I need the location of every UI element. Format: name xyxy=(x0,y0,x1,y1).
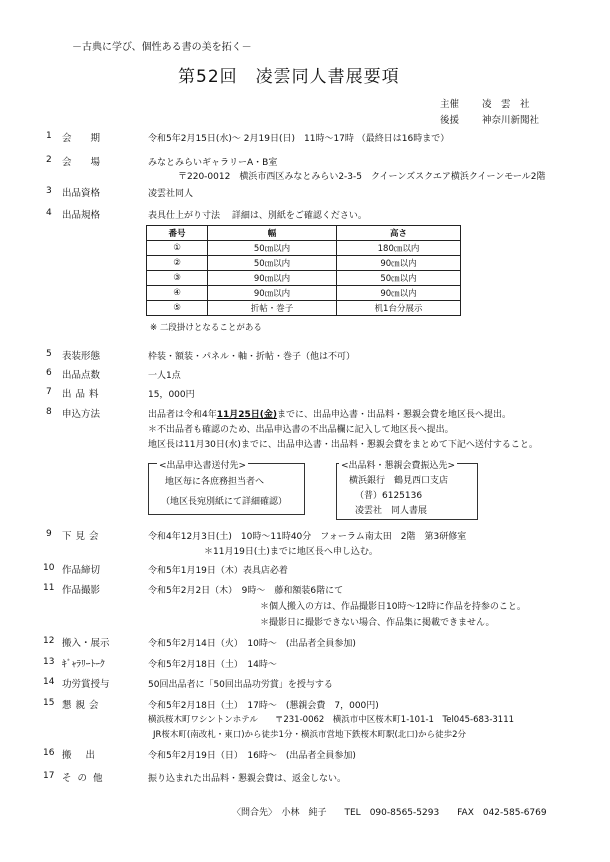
table-header: 幅 xyxy=(208,226,337,241)
application-prefix: 出品者は令和4年 xyxy=(148,410,217,420)
submission-box xyxy=(148,463,305,515)
table-cell: 90㎝以内 xyxy=(337,286,461,301)
table-header: 番号 xyxy=(147,226,208,241)
table-header: 高さ xyxy=(337,226,461,241)
table-row xyxy=(147,301,461,316)
table-cell: 90㎝以内 xyxy=(208,286,337,301)
payment-box-line: （普）6125136 xyxy=(355,491,423,501)
item-label: 出品規格 xyxy=(62,210,101,221)
table-cell: ⑤ xyxy=(147,301,208,316)
item-label: 搬入・展示 xyxy=(62,638,110,649)
table-cell: 50㎝以内 xyxy=(208,256,337,271)
item-text: 令和5年2月14日（火） 10時～ (出品者全員参加) xyxy=(148,639,356,649)
application-suffix: までに、出品申込書・出品料・懇親会費を地区長へ提出。 xyxy=(277,410,512,420)
item-label: 功労賞授与 xyxy=(62,679,110,690)
item-text: 令和5年1月19日（木）表具店必着 xyxy=(148,566,288,576)
item-label: 出品点数 xyxy=(62,370,101,381)
item-label: 作品撮影 xyxy=(62,585,101,596)
table-cell: 90㎝以内 xyxy=(337,256,461,271)
item-number: 12 xyxy=(43,636,55,646)
submission-box-caption: <出品申込書送付先> xyxy=(157,458,248,471)
tagline: －古典に学び、個性ある書の美を拓く－ xyxy=(72,42,252,53)
item-text: ＊個人搬入の方は、作品撮影日10時～12時に作品を持参のこと。 xyxy=(260,602,526,612)
item-text: 令和5年2月15日(水)～ 2月19日(日) 11時～17時 （最終日は16時まで） xyxy=(148,134,450,144)
organizer-role: 主催 xyxy=(440,99,460,110)
supporter-role: 後援 xyxy=(440,115,460,126)
item-text: みなとみらいギャラリーA・B室 xyxy=(148,158,278,168)
item-label: 作品締切 xyxy=(62,565,101,576)
item-label: 会 期 xyxy=(62,133,101,144)
item-text: 令和5年2月18日（土） 17時～ (懇親会費 7，000円) xyxy=(148,701,379,711)
table-cell: 50㎝以内 xyxy=(337,271,461,286)
table-row xyxy=(147,271,461,286)
table-row xyxy=(147,241,461,256)
payment-box-line: 凌雲社 同人書展 xyxy=(355,506,428,516)
item-number: 3 xyxy=(46,186,52,196)
item-text: JR桜木町(南改札・東口)から徒歩1分・横浜市営地下鉄桜木町駅(北口)から徒歩2分 xyxy=(153,730,466,740)
item-label: 出品料 xyxy=(62,389,103,400)
item-label: 申込方法 xyxy=(62,409,101,420)
item-text: 一人1点 xyxy=(148,371,181,381)
item-text: 令和5年2月2日（木） 9時～ 藤和額装6階にて xyxy=(148,586,344,596)
item-number: 10 xyxy=(43,563,55,573)
item-text: 枠装・額装・パネル・軸・折帖・巻子（他は不可） xyxy=(148,352,356,362)
item-label: 懇親会 xyxy=(62,700,103,711)
table-cell: ② xyxy=(147,256,208,271)
item-number: 1 xyxy=(46,131,52,141)
item-number: 6 xyxy=(46,368,52,378)
table-cell: ③ xyxy=(147,271,208,286)
table-cell: ① xyxy=(147,241,208,256)
table-note: ※ 二段掛けとなることがある xyxy=(150,323,262,333)
item-number: 13 xyxy=(43,657,55,667)
payment-box-line: 横浜銀行 鶴見西口支店 xyxy=(349,476,449,486)
contact-info: 〈問合先〉 小林 純子 TEL 090-8565-5293 FAX 042-585-6769 xyxy=(232,808,547,818)
table-row xyxy=(147,286,461,301)
submission-box-line: （地区長宛別紙にて詳細確認） xyxy=(161,497,288,507)
item-text: ＊11月19日(土)までに地区長へ申し込む。 xyxy=(204,547,378,557)
application-deadline: 11月25日(金) xyxy=(216,410,278,420)
item-number: 2 xyxy=(46,155,52,165)
item-label: ｷﾞｬﾗﾘｰﾄｰｸ xyxy=(62,659,105,670)
spec-table xyxy=(146,225,461,316)
table-cell: 180㎝以内 xyxy=(337,241,461,256)
item-label: 出品資格 xyxy=(62,188,101,199)
item-label: 搬出 xyxy=(62,750,110,761)
item-text: 令和5年2月18日（土） 14時～ xyxy=(148,660,277,670)
item-label: 会 場 xyxy=(62,157,101,168)
item-label: 下見会 xyxy=(62,531,103,542)
item-text: 15，000円 xyxy=(148,390,195,400)
item-number: 17 xyxy=(43,771,55,781)
table-cell: ④ xyxy=(147,286,208,301)
item-text: 令和4年12月3日(土) 10時～11時40分 フォーラム南太田 2階 第3研修室 xyxy=(148,532,467,542)
item-text: 50回出品者に「50回出品功労賞」を授与する xyxy=(148,680,333,690)
item-number: 8 xyxy=(46,407,52,417)
table-row xyxy=(147,256,461,271)
item-number: 16 xyxy=(43,748,55,758)
application-line-2: ＊不出品者も確認のため、出品申込書の不出品欄に記入して地区長へ提出。 xyxy=(148,425,454,435)
item-number: 15 xyxy=(43,698,55,708)
item-number: 5 xyxy=(46,349,52,359)
item-text: 振り込まれた出品料・懇親会費は、返金しない。 xyxy=(148,774,347,784)
item-text: 〒220-0012 横浜市西区みなとみらい2-3-5 クイーンズスクエア横浜クイーンモール2階 xyxy=(178,172,546,182)
table-cell: 折帖・巻子 xyxy=(208,301,337,316)
item-number: 14 xyxy=(43,677,55,687)
application-line-1 xyxy=(148,407,511,420)
item-text: 表具仕上がり寸法 詳細は、別紙をご確認ください。 xyxy=(148,211,367,221)
item-number: 7 xyxy=(46,387,52,397)
payment-box xyxy=(336,463,478,520)
item-label: その他 xyxy=(62,773,109,784)
item-number: 4 xyxy=(46,208,52,218)
item-text: 凌雲社同人 xyxy=(148,189,194,199)
table-cell: 50㎝以内 xyxy=(208,241,337,256)
item-label: 表装形態 xyxy=(62,351,101,362)
payment-box-caption: <出品料・懇親会費振込先> xyxy=(339,458,457,471)
item-text: 横浜桜木町ワシントンホテル 〒231-0062 横浜市中区桜木町1-101-1 Tel045-683-3111 xyxy=(148,715,515,725)
item-text: ＊撮影日に撮影できない場合、作品集に掲載できません。 xyxy=(260,618,495,628)
supporter-name: 神奈川新聞社 xyxy=(482,115,540,126)
table-cell: 90㎝以内 xyxy=(208,271,337,286)
item-number: 11 xyxy=(43,583,55,593)
organizer-name: 凌 雲 社 xyxy=(482,99,530,110)
table-cell: 机1台分展示 xyxy=(337,301,461,316)
application-line-3: 地区長は11月30日(水)までに、出品申込書・出品料・懇親会費をまとめて下記へ送付すること。 xyxy=(148,440,538,450)
item-text: 令和5年2月19日（日） 16時～ (出品者全員参加) xyxy=(148,751,356,761)
submission-box-line: 地区毎に各庶務担当者へ xyxy=(165,477,265,487)
page-title: 第52回 凌雲同人書展要項 xyxy=(178,67,400,87)
item-number: 9 xyxy=(46,529,52,539)
